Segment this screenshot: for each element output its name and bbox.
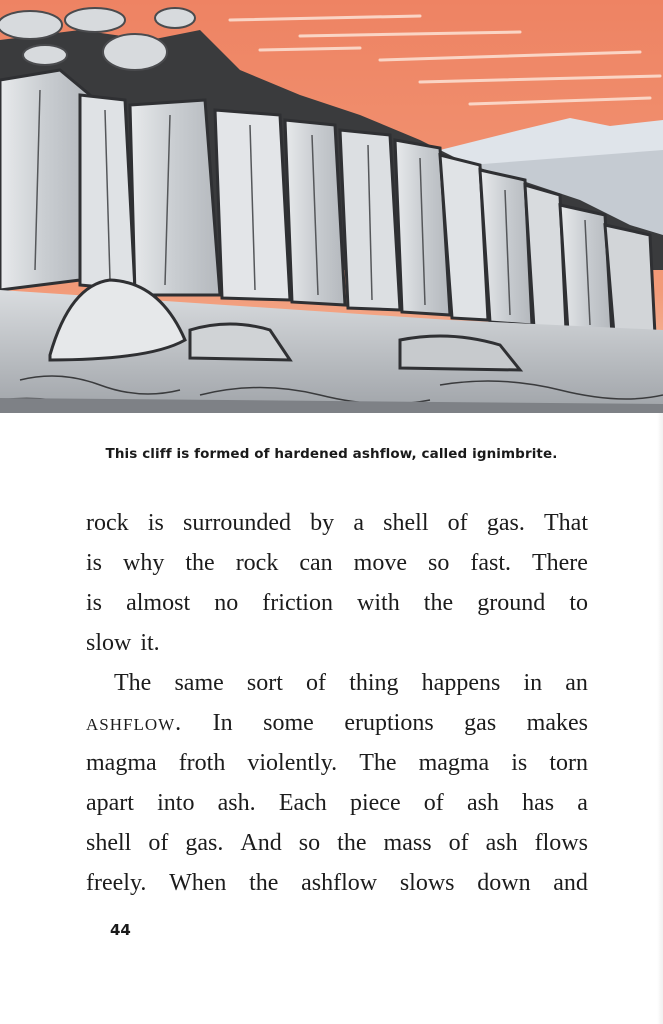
page-number: 44 bbox=[110, 921, 131, 939]
cliff-illustration bbox=[0, 0, 663, 413]
text-line-p1-3: is almost no friction with the ground to bbox=[86, 590, 588, 616]
text-line-p2-4: apart into ash. Each piece of ash has a bbox=[86, 790, 588, 816]
term-ashflow: ashflow. bbox=[86, 710, 183, 736]
text-line-p1-1: rock is surrounded by a shell of gas. That bbox=[86, 510, 588, 536]
body-text bbox=[86, 503, 588, 903]
figure-caption: This cliff is formed of hardened ashflow, called ignimbrite. bbox=[105, 446, 558, 462]
text-line-p2-2: ashflow. In some eruptions gas makes bbox=[86, 703, 588, 743]
cliff-drawing bbox=[0, 0, 663, 413]
text-line-p1-2: is why the rock can move so fast. There bbox=[86, 550, 588, 576]
text-line-p2-1: The same sort of thing happens in an bbox=[114, 670, 588, 696]
page-gutter-shade bbox=[657, 413, 663, 1024]
text-line-p1-4: slow it. bbox=[86, 630, 160, 656]
text-line-p2-5: shell of gas. And so the mass of ash flows bbox=[86, 830, 588, 856]
text-line-p2-3: magma froth violently. The magma is torn bbox=[86, 750, 588, 776]
text-line-p2-6: freely. When the ashflow slows down and bbox=[86, 870, 588, 896]
